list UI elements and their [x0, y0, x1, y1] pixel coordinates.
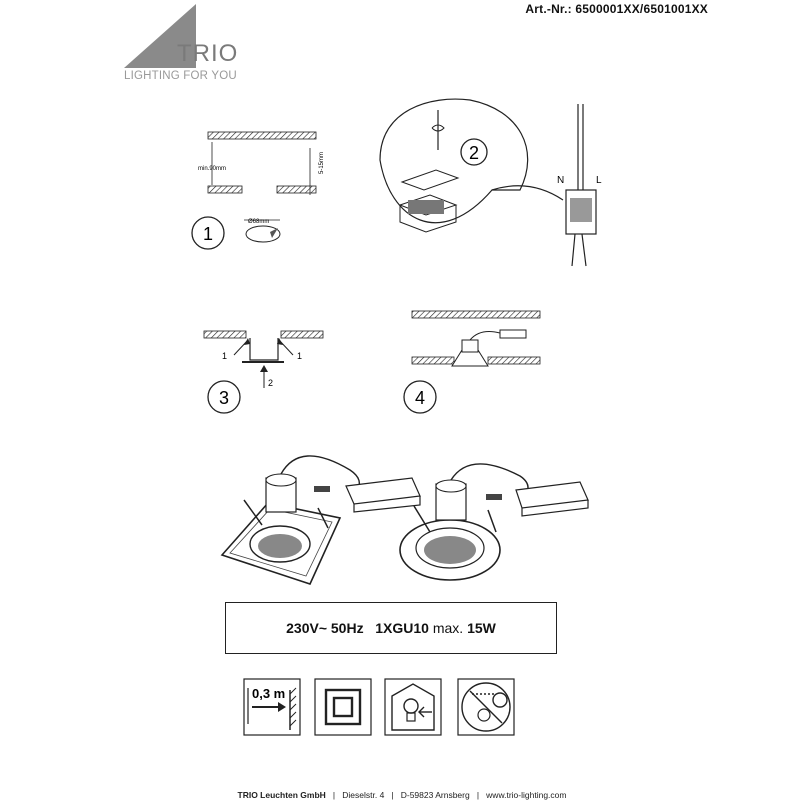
step3-number: 3 — [218, 388, 230, 408]
step2-live-label: L — [596, 175, 602, 186]
step3-arrow-bottom-label: 2 — [268, 378, 274, 388]
product-round-spotlight — [400, 464, 588, 580]
footer-sep-2: | — [391, 790, 394, 800]
spec-box — [225, 602, 557, 654]
step1-number: 1 — [202, 224, 214, 244]
step1-diameter-label: Ø68mm — [248, 219, 270, 225]
trio-logo-tagline: LIGHTING FOR YOU — [124, 70, 237, 82]
step1-min-depth-label: min.90mm — [198, 166, 227, 172]
footer-website: www.trio-lighting.com — [486, 790, 567, 800]
step4-number: 4 — [414, 388, 426, 408]
spec-wattage: 15W — [467, 620, 496, 636]
step2-number: 2 — [468, 143, 480, 163]
step3-arrow-left-label: 1 — [222, 351, 228, 361]
footer — [0, 790, 804, 800]
no-insulation-cover-icon — [458, 679, 514, 735]
step3-arrow-right-label: 1 — [297, 351, 303, 361]
protection-class-ii-icon — [315, 679, 371, 735]
trio-logo-word: TRIO — [177, 40, 239, 67]
step2-neutral-label: N — [557, 175, 565, 186]
footer-street: Dieselstr. 4 — [342, 790, 385, 800]
footer-company: TRIO Leuchten GmbH — [237, 790, 326, 800]
footer-sep-1: | — [332, 790, 336, 800]
product-square-spotlight — [222, 456, 420, 584]
footer-sep-3: | — [476, 790, 480, 800]
indoor-use-icon — [385, 679, 441, 735]
spec-max: max. — [432, 620, 464, 636]
step1-thickness-label: 5-15mm — [319, 151, 325, 174]
footer-city: D-59823 Arnsberg — [400, 790, 470, 800]
min-distance-label: 0,3 m — [252, 686, 286, 701]
spec-lamp: 1XGU10 — [375, 620, 429, 636]
article-number: Art.-Nr.: 6500001XX/6501001XX — [525, 2, 708, 16]
spec-voltage: 230V~ 50Hz — [286, 620, 364, 636]
